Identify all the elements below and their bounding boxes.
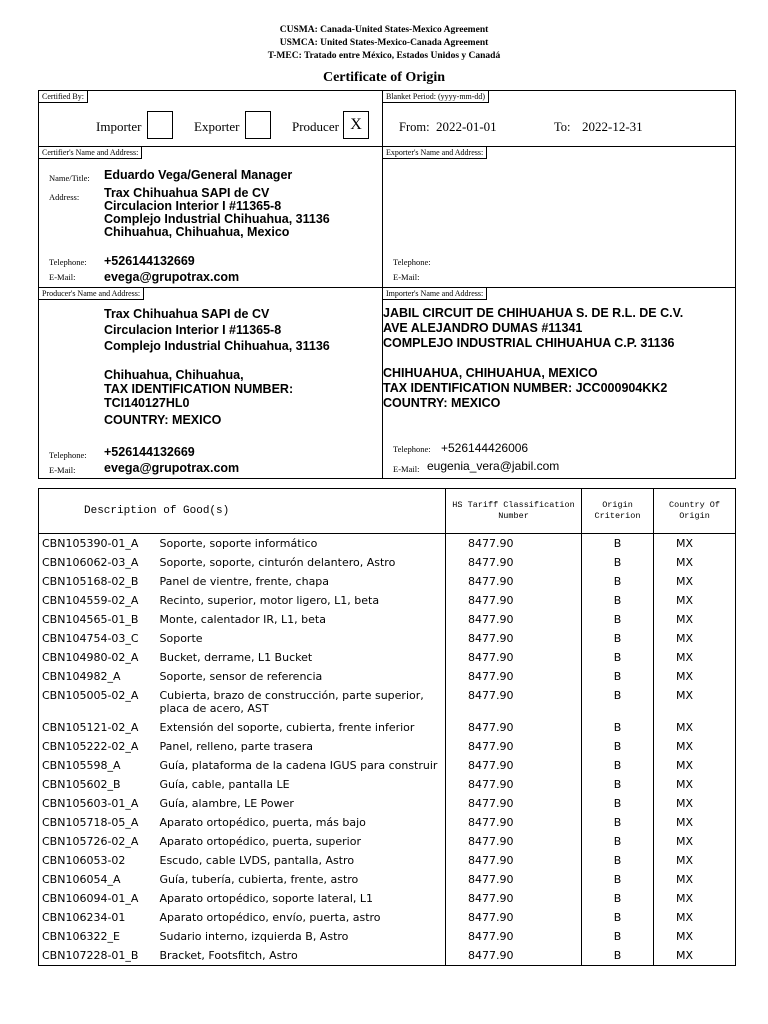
country-of-origin: MX (654, 870, 736, 889)
importer-line: CHIHUAHUA, CHIHUAHUA, MEXICO (383, 366, 598, 380)
hs-tariff-number: 8477.90 (446, 813, 582, 832)
hs-tariff-number: 8477.90 (446, 832, 582, 851)
table-row (39, 851, 736, 870)
producer-line: TAX IDENTIFICATION NUMBER: (104, 382, 294, 396)
origin-criterion: B (582, 718, 654, 737)
hs-tariff-number: 8477.90 (446, 553, 582, 572)
certifier-address-line: Chihuahua, Chihuahua, Mexico (104, 225, 290, 239)
to-label: To: (554, 120, 571, 134)
part-number: CBN104754-03_C (39, 629, 157, 648)
table-row (39, 794, 736, 813)
origin-criterion: B (582, 927, 654, 946)
origin-criterion: B (582, 908, 654, 927)
country-of-origin: MX (654, 737, 736, 756)
origin-criterion: B (582, 756, 654, 775)
origin-criterion: B (582, 832, 654, 851)
importer-label: Importer (96, 119, 142, 134)
origin-criterion: B (582, 737, 654, 756)
origin-criterion: B (582, 629, 654, 648)
producer-label: Producer (292, 119, 339, 134)
origin-criterion: B (582, 553, 654, 572)
origin-criterion: B (582, 813, 654, 832)
part-number: CBN104980-02_A (39, 648, 157, 667)
description: Escudo, cable LVDS, pantalla, Astro (157, 851, 446, 870)
to-date: 2022-12-31 (582, 119, 643, 134)
hs-tariff-number: 8477.90 (446, 908, 582, 927)
country-of-origin: MX (654, 572, 736, 591)
country-of-origin: MX (654, 832, 736, 851)
hs-tariff-number: 8477.90 (446, 737, 582, 756)
importer-line: AVE ALEJANDRO DUMAS #11341 (383, 321, 583, 335)
hs-tariff-number: 8477.90 (446, 889, 582, 908)
importer-checkbox[interactable] (147, 111, 173, 139)
hs-tariff-number: 8477.90 (446, 756, 582, 775)
document-title: Certificate of Origin (322, 70, 446, 85)
hs-tariff-number: 8477.90 (446, 610, 582, 629)
exporter-address-label: Exporter's Name and Address: (383, 147, 487, 159)
description: Guía, alambre, LE Power (157, 794, 446, 813)
producer-line: Trax Chihuahua SAPI de CV (104, 307, 270, 321)
description: Soporte, sensor de referencia (157, 667, 446, 686)
country-of-origin: MX (654, 851, 736, 870)
goods-body (39, 534, 736, 966)
importer-telephone-label: Telephone: (393, 444, 431, 454)
table-row (39, 832, 736, 851)
part-number: CBN105726-02_A (39, 832, 157, 851)
country-of-origin: MX (654, 667, 736, 686)
part-number: CBN106322_E (39, 927, 157, 946)
country-of-origin: MX (654, 946, 736, 966)
part-number: CBN105602_B (39, 775, 157, 794)
description: Extensión del soporte, cubierta, frente inferior (157, 718, 446, 737)
table-row (39, 908, 736, 927)
country-of-origin: MX (654, 775, 736, 794)
part-number: CBN105718-05_A (39, 813, 157, 832)
country-of-origin: MX (654, 610, 736, 629)
table-row (39, 534, 736, 554)
description: Aparato ortopédico, envío, puerta, astro (157, 908, 446, 927)
origin-criterion: B (582, 851, 654, 870)
importer-line: TAX IDENTIFICATION NUMBER: JCC000904KK2 (383, 381, 668, 395)
part-number: CBN105222-02_A (39, 737, 157, 756)
part-number: CBN105121-02_A (39, 718, 157, 737)
importer-telephone: +526144426006 (441, 441, 529, 455)
producer-checkbox[interactable]: X (343, 111, 369, 139)
origin-criterion: B (582, 889, 654, 908)
description: Cubierta, brazo de construcción, parte superior, placa de acero, AST (157, 686, 446, 718)
table-row (39, 870, 736, 889)
description: Aparato ortopédico, soporte lateral, L1 (157, 889, 446, 908)
importer-email-label: E-Mail: (393, 464, 420, 474)
table-row (39, 927, 736, 946)
part-number: CBN104559-02_A (39, 591, 157, 610)
description: Aparato ortopédico, puerta, más bajo (157, 813, 446, 832)
country-of-origin: MX (654, 629, 736, 648)
country-of-origin: MX (654, 813, 736, 832)
exporter-label: Exporter (194, 119, 240, 134)
certifier-telephone: +526144132669 (104, 254, 195, 268)
origin-criterion: B (582, 667, 654, 686)
hs-tariff-number: 8477.90 (446, 686, 582, 718)
exporter-email-label: E-Mail: (393, 272, 420, 282)
hs-tariff-number: 8477.90 (446, 648, 582, 667)
origin-criterion: B (582, 572, 654, 591)
country-of-origin: MX (654, 718, 736, 737)
part-number: CBN105005-02_A (39, 686, 157, 718)
hs-tariff-number: 8477.90 (446, 870, 582, 889)
hs-tariff-number: 8477.90 (446, 667, 582, 686)
producer-telephone-label: Telephone: (49, 450, 87, 460)
part-number: CBN105598_A (39, 756, 157, 775)
part-number: CBN105168-02_B (39, 572, 157, 591)
country-of-origin: MX (654, 686, 736, 718)
description: Sudario interno, izquierda B, Astro (157, 927, 446, 946)
part-number: CBN106234-01 (39, 908, 157, 927)
certifier-email-label: E-Mail: (49, 272, 76, 282)
table-row (39, 667, 736, 686)
hs-tariff-number: 8477.90 (446, 927, 582, 946)
table-row (39, 889, 736, 908)
country-of-origin: MX (654, 648, 736, 667)
part-number: CBN104982_A (39, 667, 157, 686)
origin-criterion: B (582, 591, 654, 610)
country-of-origin-header: Country Of Origin (654, 489, 736, 534)
description: Panel de vientre, frente, chapa (157, 572, 446, 591)
producer-address-label: Producer's Name and Address: (39, 288, 144, 300)
country-of-origin: MX (654, 889, 736, 908)
blanket-period-label: Blanket Period: (yyyy-mm-dd) (383, 91, 489, 103)
certifier-address-line: Circulacion Interior I #11365-8 (104, 199, 282, 213)
country-of-origin: MX (654, 756, 736, 775)
hs-tariff-number: 8477.90 (446, 775, 582, 794)
table-row (39, 572, 736, 591)
hs-tariff-number: 8477.90 (446, 572, 582, 591)
certifier-telephone-label: Telephone: (49, 257, 87, 267)
certifier-email: evega@grupotrax.com (104, 270, 240, 284)
producer-line: TCI140127HL0 (104, 396, 190, 410)
table-row (39, 813, 736, 832)
hs-tariff-number: 8477.90 (446, 534, 582, 554)
certifier-address-label: Address: (49, 192, 80, 202)
part-number: CBN106062-03_A (39, 553, 157, 572)
certifier-address-line: Complejo Industrial Chihuahua, 31136 (104, 212, 330, 226)
origin-criterion: B (582, 610, 654, 629)
table-row (39, 629, 736, 648)
producer-telephone: +526144132669 (104, 445, 195, 459)
table-row (39, 946, 736, 966)
part-number: CBN106053-02 (39, 851, 157, 870)
part-number: CBN105390-01_A (39, 534, 157, 554)
table-row (39, 737, 736, 756)
certificate-form (38, 90, 736, 479)
part-number: CBN104565-01_B (39, 610, 157, 629)
origin-criterion: B (582, 648, 654, 667)
table-row (39, 756, 736, 775)
country-of-origin: MX (654, 908, 736, 927)
origin-criterion: B (582, 870, 654, 889)
country-of-origin: MX (654, 794, 736, 813)
producer-line: Circulacion Interior I #11365-8 (104, 323, 282, 337)
producer-email: evega@grupotrax.com (104, 461, 240, 475)
goods-header-row (39, 489, 736, 534)
country-of-origin: MX (654, 553, 736, 572)
description: Bucket, derrame, L1 Bucket (157, 648, 446, 667)
exporter-telephone-label: Telephone: (393, 257, 431, 267)
exporter-checkbox[interactable] (245, 111, 271, 139)
description: Soporte (157, 629, 446, 648)
description: Recinto, superior, motor ligero, L1, beta (157, 591, 446, 610)
part-number: CBN106094-01_A (39, 889, 157, 908)
hs-tariff-header: HS Tariff Classification Number (446, 489, 582, 534)
importer-line: COUNTRY: MEXICO (383, 396, 501, 410)
certifier-name-label: Name/Title: (49, 173, 90, 183)
origin-criterion: B (582, 794, 654, 813)
hs-tariff-number: 8477.90 (446, 794, 582, 813)
description: Soporte, soporte, cinturón delantero, Astro (157, 553, 446, 572)
importer-line: JABIL CIRCUIT DE CHIHUAHUA S. DE R.L. DE C.V. (383, 306, 684, 320)
producer-email-label: E-Mail: (49, 465, 76, 475)
part-number: CBN107228-01_B (39, 946, 157, 966)
hs-tariff-number: 8477.90 (446, 629, 582, 648)
importer-address-label: Importer's Name and Address: (383, 288, 487, 300)
country-of-origin: MX (654, 591, 736, 610)
description: Panel, relleno, parte trasera (157, 737, 446, 756)
description: Monte, calentador IR, L1, beta (157, 610, 446, 629)
part-number: CBN105603-01_A (39, 794, 157, 813)
table-row (39, 648, 736, 667)
certifier-name: Eduardo Vega/General Manager (104, 168, 293, 182)
hs-tariff-number: 8477.90 (446, 591, 582, 610)
origin-criterion: B (582, 946, 654, 966)
country-of-origin: MX (654, 927, 736, 946)
description: Guía, cable, pantalla LE (157, 775, 446, 794)
description: Aparato ortopédico, puerta, superior (157, 832, 446, 851)
producer-line: Chihuahua, Chihuahua, (104, 368, 244, 382)
origin-criterion-header: Origin Criterion (582, 489, 654, 534)
table-row (39, 591, 736, 610)
certified-by-label: Certified By: (39, 91, 88, 103)
hs-tariff-number: 8477.90 (446, 946, 582, 966)
goods-table (38, 488, 736, 966)
table-row (39, 686, 736, 718)
description-header: Description of Good(s) (39, 489, 446, 534)
from-label: From: (399, 120, 430, 134)
origin-criterion: B (582, 686, 654, 718)
header-tmec: T-MEC: Tratado entre México, Estados Unidos y Canadá (267, 51, 501, 61)
description: Bracket, Footsfitch, Astro (157, 946, 446, 966)
hs-tariff-number: 8477.90 (446, 851, 582, 870)
importer-email: eugenia_vera@jabil.com (427, 459, 560, 473)
certifier-label: Certifier's Name and Address: (39, 147, 142, 159)
producer-line: COUNTRY: MEXICO (104, 413, 222, 427)
table-row (39, 610, 736, 629)
table-row (39, 553, 736, 572)
producer-line: Complejo Industrial Chihuahua, 31136 (104, 339, 330, 353)
header-usmca: USMCA: United States-Mexico-Canada Agreement (279, 38, 489, 48)
certifier-address-line: Trax Chihuahua SAPI de CV (104, 186, 270, 200)
from-date: 2022-01-01 (436, 119, 497, 134)
importer-line: COMPLEJO INDUSTRIAL CHIHUAHUA C.P. 31136 (383, 336, 675, 350)
part-number: CBN106054_A (39, 870, 157, 889)
description: Soporte, soporte informático (157, 534, 446, 554)
hs-tariff-number: 8477.90 (446, 718, 582, 737)
origin-criterion: B (582, 534, 654, 554)
origin-criterion: B (582, 775, 654, 794)
table-row (39, 775, 736, 794)
description: Guía, tubería, cubierta, frente, astro (157, 870, 446, 889)
country-of-origin: MX (654, 534, 736, 554)
description: Guía, plataforma de la cadena IGUS para construir (157, 756, 446, 775)
table-row (39, 718, 736, 737)
header-cusma: CUSMA: Canada-United States-Mexico Agreement (279, 25, 489, 35)
